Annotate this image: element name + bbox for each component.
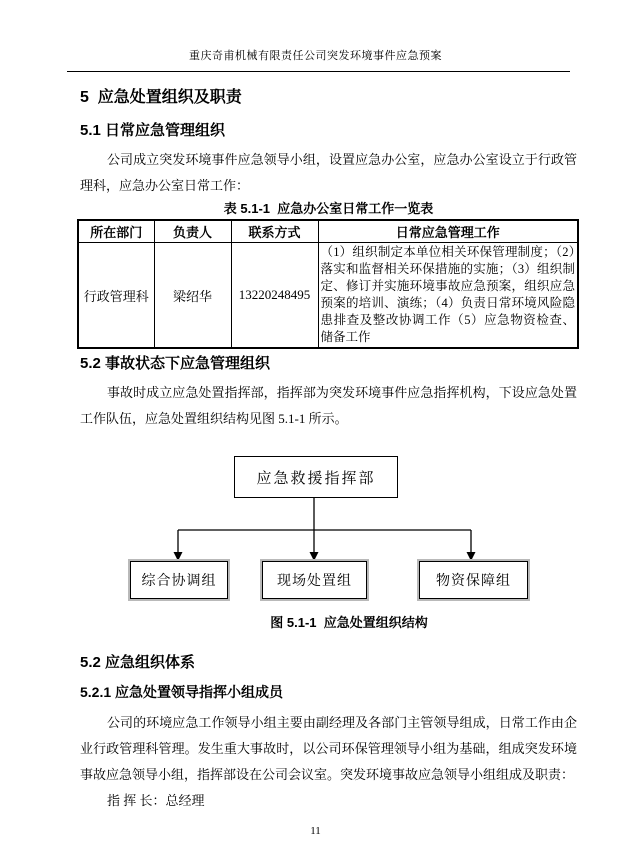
commander-line: 指 挥 长：总经理 xyxy=(107,793,205,808)
org-box-command-center: 应急救援指挥部 xyxy=(234,456,398,498)
org-chart xyxy=(80,450,577,600)
cell-person: 梁绍华 xyxy=(154,243,231,349)
org-box-onsite-group: 现场处置组 xyxy=(262,561,367,599)
cell-department: 行政管理科 xyxy=(78,243,154,349)
org-box-coordination-group: 综合协调组 xyxy=(130,561,228,599)
heading-section-5-2-org-system: 5.2 应急组织体系 xyxy=(80,654,196,671)
paragraph-incident-org: 事故时成立应急处置指挥部，指挥部为突发环境事件应急指挥机构，下设应急处置工作队伍，应急处置组织结构见图 5.1-1 所示。 xyxy=(80,385,577,426)
arrowhead-middle xyxy=(310,552,319,561)
heading-section-5-1: 5.1 日常应急管理组织 xyxy=(80,122,226,139)
page-number: 11 xyxy=(310,825,321,837)
org-box-supplies-group: 物资保障组 xyxy=(419,561,528,599)
paragraph-leadership-group: 公司的环境应急工作领导小组主要由副经理及各部门主管领导组成，日常工作由企业行政管理科管理。发生重大事故时，以公司环保管理领导小组为基础，组成突发环境事故应急领导小组，指挥部设在公司会议室。突发环境事故应急领导小组组成及职责： xyxy=(80,715,577,782)
daily-work-table xyxy=(77,219,579,349)
heading-section-5-2-1: 5.2.1 应急处置领导指挥小组成员 xyxy=(80,684,284,700)
cell-duties: （1）组织制定本单位相关环保管理制度；（2）落实和监督相关环保措施的实施；（3）组织制定、修订并实施环境事故应急预案，组织应急预案的培训、演练；（4）负责日常环境风险隐患排查及整改协调工作（5）应急物资检查、储备工作 xyxy=(318,243,578,349)
running-header-title: 重庆奇甫机械有限责任公司突发环境事件应急预案 xyxy=(189,50,442,62)
heading-section-5: 5 应急处置组织及职责 xyxy=(80,89,242,106)
arrowhead-right xyxy=(467,552,476,561)
table-row xyxy=(78,243,578,349)
heading-section-5-2: 5.2 事故状态下应急管理组织 xyxy=(80,355,271,372)
cell-phone: 13220248495 xyxy=(231,243,318,349)
header-rule xyxy=(67,71,570,72)
col-header-phone: 联系方式 xyxy=(231,220,318,243)
figure-caption: 图 5.1-1 应急处置组织结构 xyxy=(270,615,428,630)
col-header-department: 所在部门 xyxy=(78,220,154,243)
paragraph-daily-org: 公司成立突发环境事件应急领导小组，设置应急办公室，应急办公室设立于行政管理科，应急办公室日常工作： xyxy=(80,152,577,193)
table-caption: 表 5.1-1 应急办公室日常工作一览表 xyxy=(223,201,434,216)
table-header-row xyxy=(78,220,578,243)
col-header-person: 负责人 xyxy=(154,220,231,243)
col-header-duties: 日常应急管理工作 xyxy=(318,220,578,243)
arrowhead-left xyxy=(174,552,183,561)
